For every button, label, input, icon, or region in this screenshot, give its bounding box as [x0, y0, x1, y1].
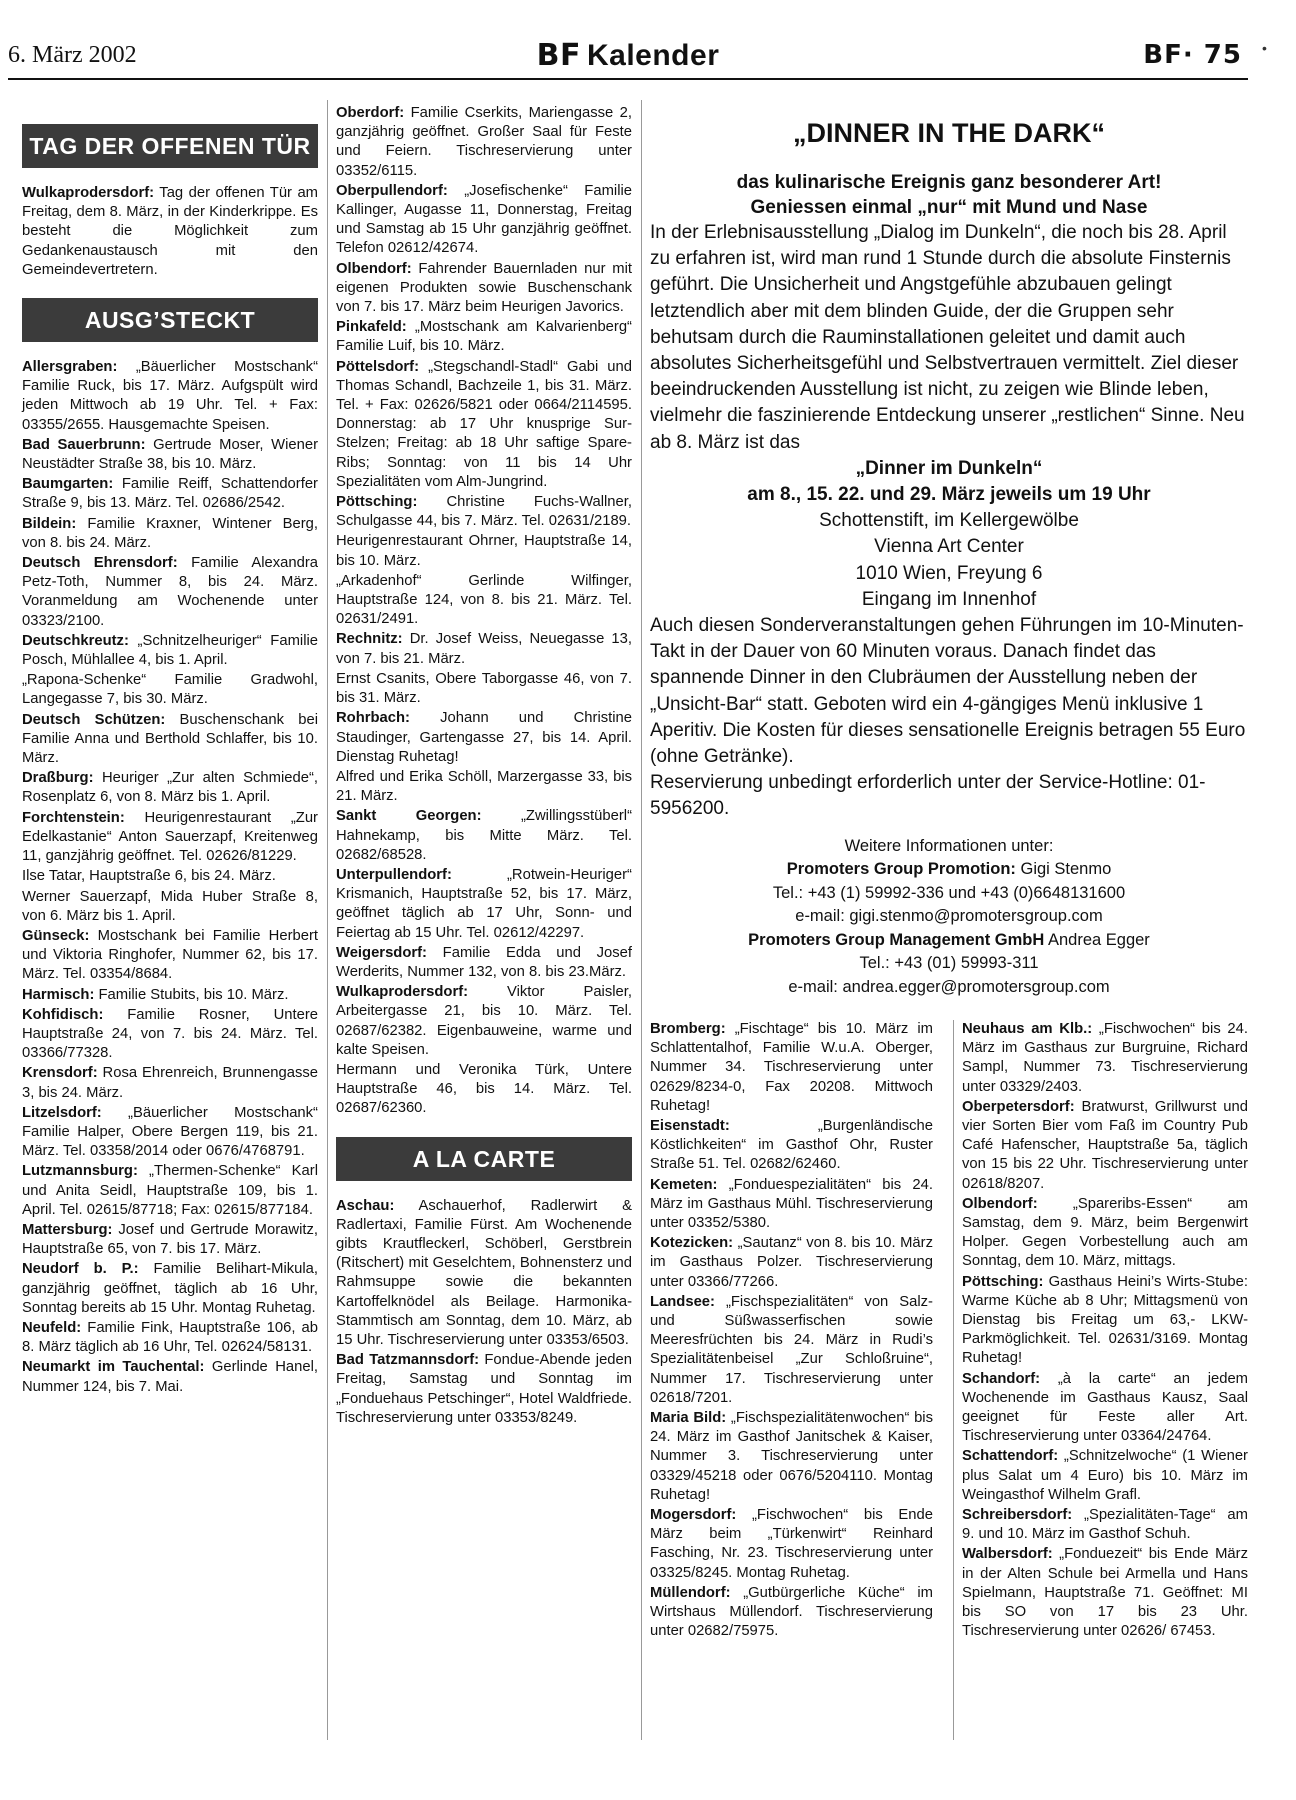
entry-text: Alfred und Erika Schöll, Marzergasse 33, bis 21. März. [336, 768, 632, 805]
entry-text: „Gutbürgerliche Küche“ im Wirtshaus Müllendorf. Tischreservierung unter 02682/75975. [650, 1584, 933, 1640]
list-item [336, 768, 632, 806]
list-item [22, 1162, 318, 1220]
entry-text: Gerlinde Hanel, Nummer 124, bis 7. Mai. [22, 1359, 318, 1395]
entry-text: Dr. Josef Weiss, Neuegasse 13, von 7. bis 21. März. [336, 631, 632, 667]
list-item [336, 493, 632, 531]
place-name: Günseck: [22, 927, 90, 944]
place-name: Pinkafeld: [336, 319, 407, 336]
list-item [336, 1197, 632, 1351]
place-name: Bromberg: [650, 1021, 726, 1037]
place-name: Olbendorf: [962, 1195, 1038, 1212]
list-item [336, 572, 632, 630]
list-item [22, 809, 318, 867]
info-heading: Weitere Informationen unter: [844, 836, 1054, 855]
entry-text: Bratwurst, Grillwurst und vier Sorten Bier vom Faß im Country Pub Café Hafenscher, Hauptstraße 5a, täglich von 15 bis 22 Uhr. Tischreservierung unter 02618/8207. [962, 1098, 1248, 1192]
entry-text: Familie Rosner, Untere Hauptstraße 24, von 7. bis 24. März. Tel. 03366/77328. [22, 1006, 318, 1062]
place-name: Litzelsdorf: [22, 1104, 102, 1121]
list-item [962, 1506, 1248, 1544]
entry-text: Heurigenrestaurant „Zur Edelkastanie“ Anton Sauerzapf, Kreitenweg 11, ganzjährig geöffnet. Tel. 02626/81229. [22, 809, 318, 865]
place-name: Pöttsching: [962, 1273, 1044, 1290]
list-item [22, 1319, 318, 1357]
entry-text: „Burgenländische Köstlichkeiten“ im Gasthof Ohr, Ruster Straße 51. Tel. 02682/62460. [650, 1118, 933, 1173]
list-item [962, 1195, 1248, 1272]
place-name: Wulkaprodersdorf: [22, 185, 155, 201]
place-name: Maria Bild: [650, 1410, 727, 1427]
place-name: Oberpetersdorf: [962, 1098, 1075, 1115]
entry-text: Familie Kraxner, Wintener Berg, von 8. bis 24. März. [22, 515, 318, 551]
entry-text: Werner Sauerzapf, Mida Huber Straße 8, von 6. März bis 1. April. [22, 888, 318, 924]
place-name: Neudorf b. P.: [22, 1261, 139, 1278]
entry-text: Familie Cserkits, Mariengasse 2, ganzjährig geöffnet. Großer Saal für Feste und Feiern. Tischreservierung unter 03352/6115. [336, 105, 632, 179]
entry-text: Heurigenrestaurant Ohrner, Hauptstraße 14, bis 10. März. [336, 533, 632, 569]
list-item [22, 1260, 318, 1318]
list-item [22, 867, 318, 886]
list-item [22, 1104, 318, 1162]
list-item [336, 318, 632, 356]
place-name: Neufeld: [22, 1319, 82, 1336]
contact-company: Promoters Group Promotion: [786, 860, 1016, 879]
entry-text: „Fonduespezialitäten“ bis 24. März im Gasthaus Mühl. Tischreservierung unter 03352/5380. [650, 1176, 933, 1232]
entry-text: Familie Edda und Josef Werderits, Nummer 132, von 8. bis 23.März. [336, 944, 632, 980]
venue-line: Schottenstift, im Kellergewölbe [819, 510, 1079, 532]
contact-info [650, 835, 1248, 1000]
contact-line [650, 929, 1248, 953]
list-item [962, 1098, 1248, 1194]
list-item [336, 104, 632, 181]
list-a-la-carte-part1 [336, 1197, 632, 1428]
entry-text: „Sautanz“ von 8. bis 10. März im Gasthaus Polzer. Tischreservierung unter 03366/77266. [650, 1235, 933, 1290]
place-name: Forchtenstein: [22, 809, 125, 826]
dinner-in-the-dark-article [650, 104, 1248, 999]
section-heading-ausgsteckt: AUSG’STECKT [22, 298, 318, 342]
place-name: Olbendorf: [336, 260, 412, 277]
list-item [22, 1221, 318, 1259]
list-item [336, 630, 632, 668]
venue-line: 1010 Wien, Freyung 6 [855, 562, 1043, 584]
list-item [22, 184, 318, 280]
entry-text: „Fischspezialitätenwochen“ bis 24. März im Gasthof Janitschek & Kaiser, Nummer 3. Tischreservierung unter 03329/45218 oder 0676/5204110. Montag Ruhetag! [650, 1410, 933, 1503]
entry-text: „Arkadenhof“ Gerlinde Wilfinger, Hauptstraße 124, von 8. bis 21. März. Tel. 02631/2491. [336, 572, 632, 628]
list-item [962, 1545, 1248, 1641]
column-rule [327, 100, 328, 1740]
place-name: Baumgarten: [22, 476, 114, 493]
list-item [22, 358, 318, 435]
entry-text: Fondue-Abende jeden Freitag, Samstag und Sonntag im „Fonduehaus Petschinger“, Hotel Waldfriede. Tischreservierung unter 03353/8249. [336, 1352, 632, 1426]
entry-text: Ilse Tatar, Hauptstraße 6, bis 24. März. [22, 868, 276, 885]
column-2 [336, 104, 632, 1429]
entry-text: „Fischspezialitäten“ von Salz- und Süßwasserfischen sowie Meeresfrüchten bis 24. März in Rudi’s Spezialitätenbeisel „Zur Schloßruine“, Nummer 17. Tischreservierung unter 02618/7201. [650, 1293, 933, 1406]
place-name: Bad Sauerbrunn: [22, 436, 146, 453]
entry-text: „Fischwochen“ bis Ende März beim „Türkenwirt“ Reinhard Fasching, Nr. 23. Tischreservierung unter 03325/8245. Montag Ruhetag. [650, 1507, 933, 1581]
column-4 [962, 1020, 1248, 1643]
article-subtitle: das kulinarische Ereignis ganz besonderer Art! [736, 172, 1162, 193]
list-item [336, 866, 632, 943]
place-name: Aschau: [336, 1197, 395, 1214]
place-name: Neumarkt im Tauchental: [22, 1359, 205, 1376]
list-item [336, 807, 632, 865]
entry-text: Tag der offenen Tür am Freitag, dem 8. März, in der Kinderkrippe. Es besteht die Möglichkeit zum Gedankenaustausch mit den Gemeindevertretern. [22, 185, 318, 278]
article-paragraph: In der Erlebnisausstellung „Dialog im Dunkeln“, die noch bis 28. April zu erfahren ist, wird man rund 1 Stunde durch die absolute Finsternis geführt. Die Unsicherheit und Angstgefühle abzubauen gelingt letztendlich aber mit dem blinden Guide, der die Gruppen sehr behutsam durch die Rauminstallationen geleitet und damit auch absolutes Sicherheitsgefühl und Selbstvertrauen vermittelt. Ziel dieser beeindruckenden Ausstellung ist nicht, zu zeigen wie Blinde leben, vielmehr die faszinierende Entdeckung unserer „restlichen“ Sinne. Neu ab 8. März ist das [650, 222, 1245, 453]
place-name: Allersgraben: [22, 359, 118, 376]
list-item [22, 632, 318, 670]
list-offene-tuer [22, 184, 318, 280]
place-name: Oberpullendorf: [336, 182, 448, 199]
entry-text: Familie Fink, Hauptstraße 106, ab 8. März täglich ab 16 Uhr, Tel. 02624/58131. [22, 1319, 318, 1356]
list-item [650, 1506, 933, 1583]
entry-text: Mostschank bei Familie Herbert und Viktoria Ringhofer, Nummer 62, bis 17. März. Tel. 03354/8684. [22, 927, 318, 983]
entry-text: Johann und Christine Staudinger, Gartengasse 27, bis 14. April. Dienstag Ruhetag! [336, 710, 632, 765]
entry-text: Gertrude Moser, Wiener Neustädter Straße 38, bis 10. März. [22, 436, 319, 473]
contact-line [650, 858, 1248, 882]
list-item [336, 1061, 632, 1119]
entry-text: Heuriger „Zur alten Schmiede“, Rosenplatz 6, von 8. März bis 1. April. [22, 770, 318, 806]
list-item [650, 1176, 933, 1234]
entry-text: „Fischtage“ bis 10. März im Schlattentalhof, Familie W.u.A. Oberger, Nummer 34. Tischreservierung unter 02629/8234-0, Fax 20208. Mittwoch Ruhetag! [650, 1021, 933, 1114]
entry-text: „Bäuerlicher Mostschank“ Familie Halper, Obere Bergen 119, bis 21. März. Tel. 03358/2014 oder 0676/4768791. [22, 1104, 318, 1160]
list-a-la-carte-part3 [962, 1020, 1248, 1642]
list-item [336, 983, 632, 1060]
venue-line: Vienna Art Center [874, 536, 1024, 558]
section-heading-a-la-carte: A LA CARTE [336, 1137, 632, 1181]
section-heading-offene-tuer: TAG DER OFFENEN TÜR [22, 124, 318, 168]
contact-person: Andrea Egger [1047, 930, 1150, 949]
column-3 [650, 1020, 933, 1643]
contact-phone: Tel.: +43 (1) 59992-336 und +43 (0)6648131600 [772, 883, 1126, 902]
list-item [22, 927, 318, 985]
column-rule [641, 100, 642, 1740]
entry-text: „Zwillingsstüberl“ Hahnekamp, bis Mitte März. Tel. 02682/68528. [336, 808, 632, 863]
entry-text: „Thermen-Schenke“ Karl und Anita Seidl, Hauptstraße 109, bis 1. April. Tel. 02615/87718; Fax: 02615/877184. [22, 1163, 318, 1218]
place-name: Pöttelsdorf: [336, 358, 420, 375]
place-name: Harmisch: [22, 986, 95, 1003]
list-item [336, 944, 632, 982]
entry-text: „Josefischenke“ Familie Kallinger, Augasse 11, Donnerstag, Freitag und Samstag ab 15 Uhr ganzjährig geöffnet. Telefon 02612/42674. [336, 182, 632, 257]
list-item [650, 1293, 933, 1408]
column-1 [22, 104, 318, 1398]
entry-text: Christine Fuchs-Wallner, Schulgasse 44, bis 7. März. Tel. 02631/2189. [336, 494, 632, 530]
place-name: Lutzmannsburg: [22, 1163, 138, 1180]
place-name: Kemeten: [650, 1176, 718, 1193]
entry-text: Rosa Ehrenreich, Brunnengasse 3, bis 24. März. [22, 1065, 318, 1101]
place-name: Schandorf: [962, 1370, 1041, 1387]
page-number: BF· 75 [1143, 40, 1242, 70]
entry-text: Fahrender Bauernladen nur mit eigenen Produkten sowie Buschenschank von 7. bis 17. März beim Heurigen Javorics. [336, 260, 632, 316]
list-item [962, 1447, 1248, 1505]
place-name: Rechnitz: [336, 631, 403, 648]
place-name: Mattersburg: [22, 1221, 113, 1238]
entry-text: Hermann und Veronika Türk, Untere Hauptstraße 46, bis 14. März. Tel. 02687/62360. [336, 1061, 632, 1117]
entry-text: „Schnitzelheuriger“ Familie Posch, Mühlallee 4, bis 1. April. [22, 632, 318, 669]
event-dates: am 8., 15. 22. und 29. März jeweils um 19 Uhr [747, 484, 1151, 506]
list-item [22, 888, 318, 926]
place-name: Draßburg: [22, 770, 94, 787]
list-item [650, 1117, 933, 1175]
list-item [650, 1584, 933, 1642]
place-name: Landsee: [650, 1293, 715, 1310]
entry-text: „Schnitzelwoche“ (1 Wiener plus Salat um 4 Euro) bis 10. März im Weingasthof Wilhelm Grafl. [962, 1448, 1248, 1503]
list-a-la-carte-part2 [650, 1020, 933, 1642]
section-title-text: Kalender [586, 39, 720, 72]
bf-logo: BF [536, 38, 581, 73]
list-item [962, 1273, 1248, 1369]
place-name: Pöttsching: [336, 494, 418, 511]
entry-text: „à la carte“ an jedem Wochenende im Gasthaus Kausz, Saal geeignet für Feste aller Art. Tischreservierung unter 03364/24764. [962, 1370, 1248, 1445]
place-name: Unterpullendorf: [336, 866, 452, 883]
list-ausgsteckt-part1 [22, 358, 318, 1397]
contact-company: Promoters Group Management GmbH [748, 930, 1045, 949]
section-title [8, 38, 1248, 73]
list-item [336, 182, 632, 259]
place-name: Rohrbach: [336, 710, 410, 727]
place-name: Kotezicken: [650, 1235, 734, 1252]
list-item [22, 711, 318, 769]
entry-text: Familie Stubits, bis 10. März. [98, 986, 289, 1003]
list-item [22, 475, 318, 513]
place-name: Deutschkreutz: [22, 632, 129, 649]
place-name: Krensdorf: [22, 1065, 98, 1082]
place-name: Eisenstadt: [650, 1118, 730, 1135]
entry-text: „Bäuerlicher Mostschank“ Familie Ruck, bis 17. März. Aufgspült wird jeden Mittwoch ab 19 Uhr. Tel. + Fax: 03355/2655. Hausgemachte Speisen. [22, 359, 318, 433]
register-mark: • [1262, 40, 1267, 56]
list-item [336, 532, 632, 570]
contact-phone: Tel.: +43 (01) 59993-311 [859, 954, 1039, 973]
place-name: Bildein: [22, 515, 77, 532]
entry-text: „Spareribs-Essen“ am Samstag, dem 9. März, beim Bergenwirt Holper. Gegen Vorbestellung auch am Sonntag, dem 10. März, mittags. [962, 1195, 1248, 1270]
entry-text: Gasthaus Heini’s Wirts-Stube: Warme Küche ab 8 Uhr; Mittagsmenü von Dienstag bis Freitag um 63,- LKW-Parkmöglichkeit. Tel. 02631/3169. Montag Ruhetag! [962, 1273, 1248, 1367]
entry-text: Josef und Gertrude Morawitz, Hauptstraße 65, von 7. bis 17. März. [22, 1221, 318, 1258]
issue-date: 6. März 2002 [8, 42, 137, 68]
list-item [650, 1020, 933, 1116]
list-item [22, 986, 318, 1005]
list-item [336, 709, 632, 767]
entry-text: Aschauerhof, Radlerwirt & Radlertaxi, Familie Fürst. Am Wochenende gibts Krautfleckerl, Schöberl, Gerstbrein (Ritschert) mit Geselchtem, Bohnensterz und Rahmsuppe sowie die bekannten Kartoffelknödel als Beilage. Harmonika-Stammtisch am Sonntag, dem 10. März, ab 15 Uhr. Tischreservierung unter 03353/6503. [336, 1197, 632, 1348]
list-item [336, 358, 632, 492]
entry-text: „Mostschank am Kalvarienberg“ Familie Luif, bis 10. März. [336, 319, 632, 355]
entry-text: Viktor Paisler, Arbeitergasse 21, bis 10. März. Tel. 02687/62382. Eigenbauweine, warme und kalte Speisen. [336, 984, 632, 1058]
list-ausgsteckt-part2 [336, 104, 632, 1119]
list-item [650, 1234, 933, 1292]
list-item [22, 554, 318, 631]
place-name: Bad Tatzmannsdorf: [336, 1352, 480, 1369]
list-item [336, 670, 632, 708]
place-name: Schattendorf: [962, 1448, 1059, 1465]
entry-text: „Fischwochen“ bis 24. März im Gasthaus zur Burgruine, Richard Sampl, Nummer 73. Tischreservierung unter 03329/2403. [962, 1021, 1248, 1095]
place-name: Neuhaus am Klb.: [962, 1021, 1093, 1037]
entry-text: „Rapona-Schenke“ Familie Gradwohl, Langegasse 7, bis 30. März. [22, 672, 318, 708]
contact-email: e-mail: gigi.stenmo@promotersgroup.com [795, 907, 1103, 926]
entry-text: „Stegschandl-Stadl“ Gabi und Thomas Schandl, Bachzeile 1, bis 31. März. Tel. + Fax: 02626/5821 oder 0664/2114595. Donnerstag: ab 17 Uhr knusprige Sur-Stelzen; Freitag: ab 18 Uhr saftige Spare-Ribs; Sonntag: von 11 bis 14 Uhr Spezialitäten vom Alm-Jungrind. [336, 358, 632, 490]
place-name: Sankt Georgen: [336, 808, 482, 825]
list-item [22, 1006, 318, 1064]
column-rule [953, 1020, 954, 1740]
contact-email: e-mail: andrea.egger@promotersgroup.com [788, 977, 1110, 996]
place-name: Walbersdorf: [962, 1546, 1053, 1563]
entry-text: Familie Alexandra Petz-Toth, Nummer 8, bis 24. März. Voranmeldung am Wochenende unter 03323/2100. [22, 555, 318, 629]
entry-text: Ernst Csanits, Obere Taborgasse 46, von 7. bis 31. März. [336, 670, 632, 707]
event-name: „Dinner im Dunkeln“ [855, 457, 1043, 479]
entry-text: „Fonduezeit“ bis Ende März in der Alten Schule bei Armella und Hans Spielmann, Hauptstraße 71. Geöffnet: MI bis SO von 17 bis 23 Uhr. Tischreservierung unter 02626/ 67453. [962, 1546, 1248, 1640]
venue-line: Eingang im Innenhof [861, 588, 1037, 610]
place-name: Müllendorf: [650, 1584, 731, 1601]
list-item [22, 1064, 318, 1102]
entry-text: „Spezialitäten-Tage“ am 9. und 10. März im Gasthof Schuh. [962, 1507, 1248, 1543]
list-item [962, 1020, 1248, 1097]
entry-text: Familie Reiff, Schattendorfer Straße 9, bis 13. März. Tel. 02686/2542. [22, 476, 318, 512]
place-name: Schreibersdorf: [962, 1507, 1073, 1524]
list-item [22, 436, 318, 474]
entry-text: „Rotwein-Heuriger“ Krismanich, Hauptstraße 52, bis 17. März, geöffnet täglich ab 17 Uhr, Sonn- und Feiertag ab 15 Uhr. Tel. 02612/42297. [336, 866, 632, 941]
place-name: Weigersdorf: [336, 944, 427, 961]
place-name: Kohfidisch: [22, 1006, 104, 1023]
place-name: Oberdorf: [336, 105, 405, 121]
list-item [22, 671, 318, 709]
contact-person: Gigi Stenmo [1020, 860, 1112, 879]
place-name: Wulkaprodersdorf: [336, 984, 469, 1001]
place-name: Mogersdorf: [650, 1507, 737, 1524]
entry-text: Familie Belihart-Mikula, ganzjährig geöffnet, täglich ab 16 Uhr, Sonntag bereits ab 15 Uhr. Montag Ruhetag. [22, 1261, 319, 1316]
list-item [962, 1370, 1248, 1447]
list-item [650, 1409, 933, 1505]
entry-text: Buschenschank bei Familie Anna und Berthold Schlaffer, bis 10. März. [22, 711, 318, 767]
article-subtitle: Geniessen einmal „nur“ mit Mund und Nase [750, 197, 1148, 218]
page-header [8, 38, 1248, 80]
list-item [22, 769, 318, 807]
article-title: „DINNER IN THE DARK“ [792, 118, 1105, 148]
list-item [22, 515, 318, 553]
list-item [22, 1358, 318, 1396]
list-item [336, 1351, 632, 1428]
article-paragraph: Reservierung unbedingt erforderlich unter der Service-Hotline: 01-5956200. [650, 772, 1206, 820]
article-paragraph: Auch diesen Sonderveranstaltungen gehen Führungen im 10-Minuten-Takt in der Dauer von 60 Minuten voraus. Danach findet das spannende Dinner in den Clubräumen der Ausstellung neben der „Unsicht-Bar“ statt. Geboten wird ein 4-gängiges Menü inklusive 1 Aperitiv. Die Kosten für dieses sensationelle Ereignis betragen 55 Euro (ohne Getränke). [650, 615, 1246, 768]
list-item [336, 260, 632, 318]
place-name: Deutsch Ehrensdorf: [22, 555, 178, 572]
place-name: Deutsch Schützen: [22, 711, 166, 728]
